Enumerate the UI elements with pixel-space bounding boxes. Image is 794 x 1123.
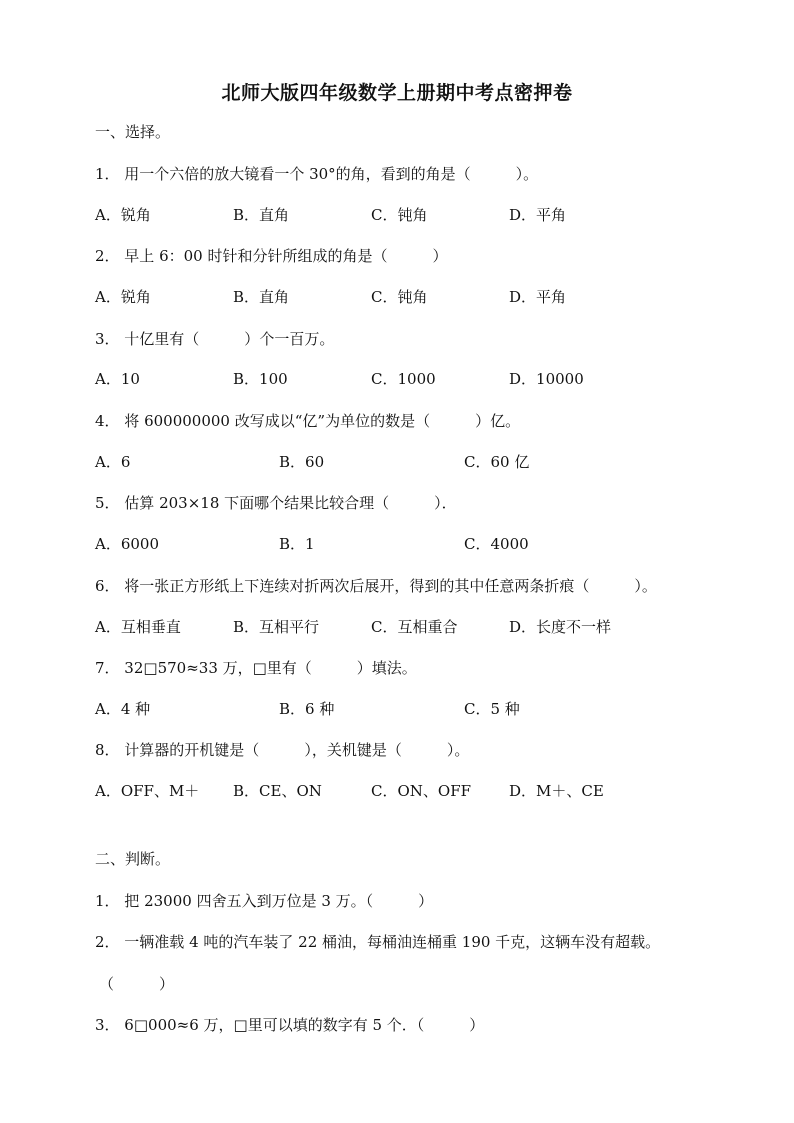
question-8-option-c: C．ON、OFF xyxy=(371,782,472,800)
question-7-option-b: B．6 种 xyxy=(279,700,335,718)
question-5-option-b: B．1 xyxy=(279,535,315,553)
question-3-option-b: B．100 xyxy=(233,370,288,388)
question-8: 8． 计算器的开机键是（ ），关机键是（ ）。 xyxy=(95,741,470,759)
question-2-option-c: C．钝角 xyxy=(371,288,428,306)
judge-item-1: 1． 把 23000 四舍五入到万位是 3 万。（ ） xyxy=(95,892,434,910)
judge-item-2: 2． 一辆准载 4 吨的汽车装了 22 桶油，每桶油连桶重 190 千克，这辆车没有超载。 xyxy=(95,933,661,951)
question-5: 5． 估算 203×18 下面哪个结果比较合理（ ）． xyxy=(95,494,457,512)
judge-item-3: 3． 6□000≈6 万，□里可以填的数字有 5 个．（ ） xyxy=(95,1016,485,1034)
section-heading-judge: 二、判断。 xyxy=(95,850,171,868)
question-1: 1． 用一个六倍的放大镜看一个 30°的角，看到的角是（ ）。 xyxy=(95,165,539,183)
question-8-option-b: B．CE、ON xyxy=(233,782,322,800)
question-2-option-b: B．直角 xyxy=(233,288,290,306)
question-6: 6． 将一张正方形纸上下连续对折两次后展开，得到的其中任意两条折痕（ ）。 xyxy=(95,577,657,595)
question-3-option-d: D．10000 xyxy=(509,370,584,388)
question-5-option-c: C．4000 xyxy=(464,535,529,553)
judge-item-2-blank: （ ） xyxy=(99,975,175,993)
question-4-option-c: C．60 亿 xyxy=(464,453,530,471)
question-6-option-c: C．互相重合 xyxy=(371,618,458,636)
question-2: 2． 早上 6：00 时针和分针所组成的角是（ ） xyxy=(95,247,448,265)
question-7-option-a: A．4 种 xyxy=(95,700,151,718)
question-5-option-a: A．6000 xyxy=(95,535,160,553)
question-2-option-d: D．平角 xyxy=(509,288,567,306)
question-7-option-c: C．5 种 xyxy=(464,700,520,718)
question-4-option-a: A．6 xyxy=(95,453,131,471)
question-1-option-c: C．钝角 xyxy=(371,206,428,224)
question-3-option-c: C．1000 xyxy=(371,370,436,388)
question-7: 7． 32□570≈33 万，□里有（ ）填法。 xyxy=(95,659,417,677)
question-2-option-a: A．锐角 xyxy=(95,288,151,306)
question-3-option-a: A．10 xyxy=(95,370,140,388)
question-1-option-a: A．锐角 xyxy=(95,206,151,224)
question-8-option-d: D．M＋、CE xyxy=(509,782,604,800)
question-1-option-d: D．平角 xyxy=(509,206,567,224)
page-title: 北师大版四年级数学上册期中考点密押卷 xyxy=(221,82,573,104)
question-6-option-a: A．互相垂直 xyxy=(95,618,181,636)
question-6-option-d: D．长度不一样 xyxy=(509,618,612,636)
section-heading-choice: 一、选择。 xyxy=(95,123,171,141)
question-1-option-b: B．直角 xyxy=(233,206,290,224)
question-4-option-b: B．60 xyxy=(279,453,325,471)
question-8-option-a: A．OFF、M＋ xyxy=(95,782,200,800)
question-6-option-b: B．互相平行 xyxy=(233,618,320,636)
question-3: 3． 十亿里有（ ）个一百万。 xyxy=(95,330,335,348)
question-4: 4． 将 600000000 改写成以“亿”为单位的数是（ ）亿。 xyxy=(95,412,521,430)
